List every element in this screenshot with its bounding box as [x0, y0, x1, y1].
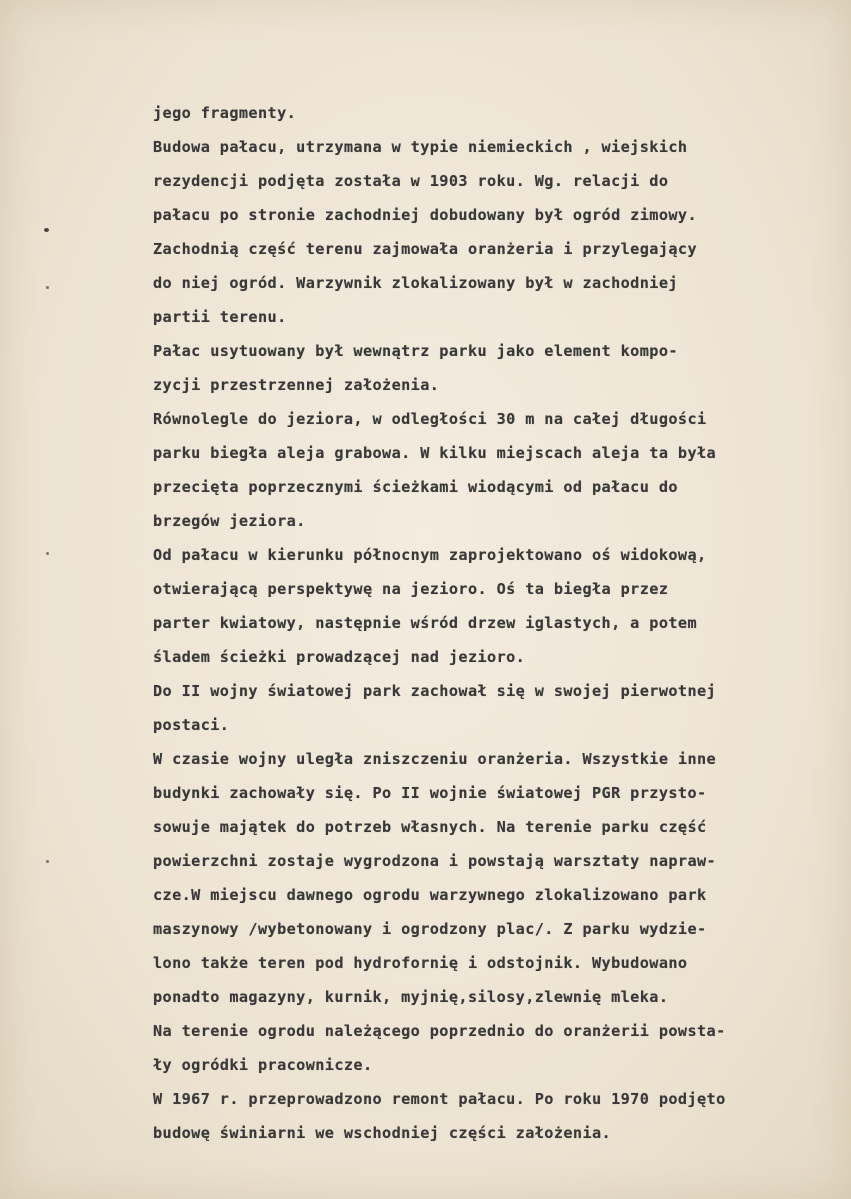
text-line: sowuje majątek do potrzeb własnych. Na terenie parku część	[153, 818, 707, 836]
text-line: parku biegła aleja grabowa. W kilku miejscach aleja ta była	[153, 444, 717, 462]
typed-text-block	[153, 96, 793, 1150]
text-line: brzegów jeziora.	[153, 512, 306, 530]
text-line: śladem ścieżki prowadzącej nad jezioro.	[153, 648, 526, 666]
text-line: cze.W miejscu dawnego ogrodu warzywnego zlokalizowano park	[153, 886, 707, 904]
text-line: otwierającą perspektywę na jezioro. Oś ta biegła przez	[153, 580, 669, 598]
text-line: jego fragmenty.	[153, 104, 297, 122]
text-line: W 1967 r. przeprowadzono remont pałacu. Po roku 1970 podjęto	[153, 1090, 726, 1108]
punch-hole-mark	[44, 228, 49, 232]
text-line: pałacu po stronie zachodniej dobudowany był ogród zimowy.	[153, 206, 697, 224]
text-line: budowę świniarni we wschodniej części założenia.	[153, 1124, 612, 1142]
text-line: Od pałacu w kierunku północnym zaprojektowano oś widokową,	[153, 546, 707, 564]
text-line: Zachodnią część terenu zajmowała oranżeria i przylegający	[153, 240, 697, 258]
text-line: postaci.	[153, 716, 230, 734]
text-line: Równolegle do jeziora, w odległości 30 m na całej długości	[153, 410, 707, 428]
text-line: lono także teren pod hydrofornię i odstojnik. Wybudowano	[153, 954, 688, 972]
punch-hole-mark	[46, 552, 49, 555]
text-line: maszynowy /wybetonowany i ogrodzony plac/. Z parku wydzie-	[153, 920, 707, 938]
text-line: parter kwiatowy, następnie wśród drzew iglastych, a potem	[153, 614, 697, 632]
punch-hole-mark	[46, 286, 49, 289]
text-line: Pałac usytuowany był wewnątrz parku jako element kompo-	[153, 342, 678, 360]
text-line: partii terenu.	[153, 308, 287, 326]
text-line: Na terenie ogrodu należącego poprzednio do oranżerii powsta-	[153, 1022, 726, 1040]
text-line: powierzchni zostaje wygrodzona i powstają warsztaty napraw-	[153, 852, 717, 870]
text-line: ponadto magazyny, kurnik, myjnię,silosy,zlewnię mleka.	[153, 988, 669, 1006]
text-line: W czasie wojny uległa zniszczeniu oranżeria. Wszystkie inne	[153, 750, 717, 768]
text-line: Budowa pałacu, utrzymana w typie niemieckich , wiejskich	[153, 138, 688, 156]
text-line: budynki zachowały się. Po II wojnie światowej PGR przysto-	[153, 784, 707, 802]
text-line: ły ogródki pracownicze.	[153, 1056, 373, 1074]
text-line: Do II wojny światowej park zachował się w swojej pierwotnej	[153, 682, 717, 700]
text-line: przecięta poprzecznymi ścieżkami wiodącymi od pałacu do	[153, 478, 678, 496]
punch-hole-mark	[46, 860, 49, 863]
text-line: do niej ogród. Warzywnik zlokalizowany był w zachodniej	[153, 274, 678, 292]
text-line: rezydencji podjęta została w 1903 roku. Wg. relacji do	[153, 172, 669, 190]
text-line: zycji przestrzennej założenia.	[153, 376, 440, 394]
